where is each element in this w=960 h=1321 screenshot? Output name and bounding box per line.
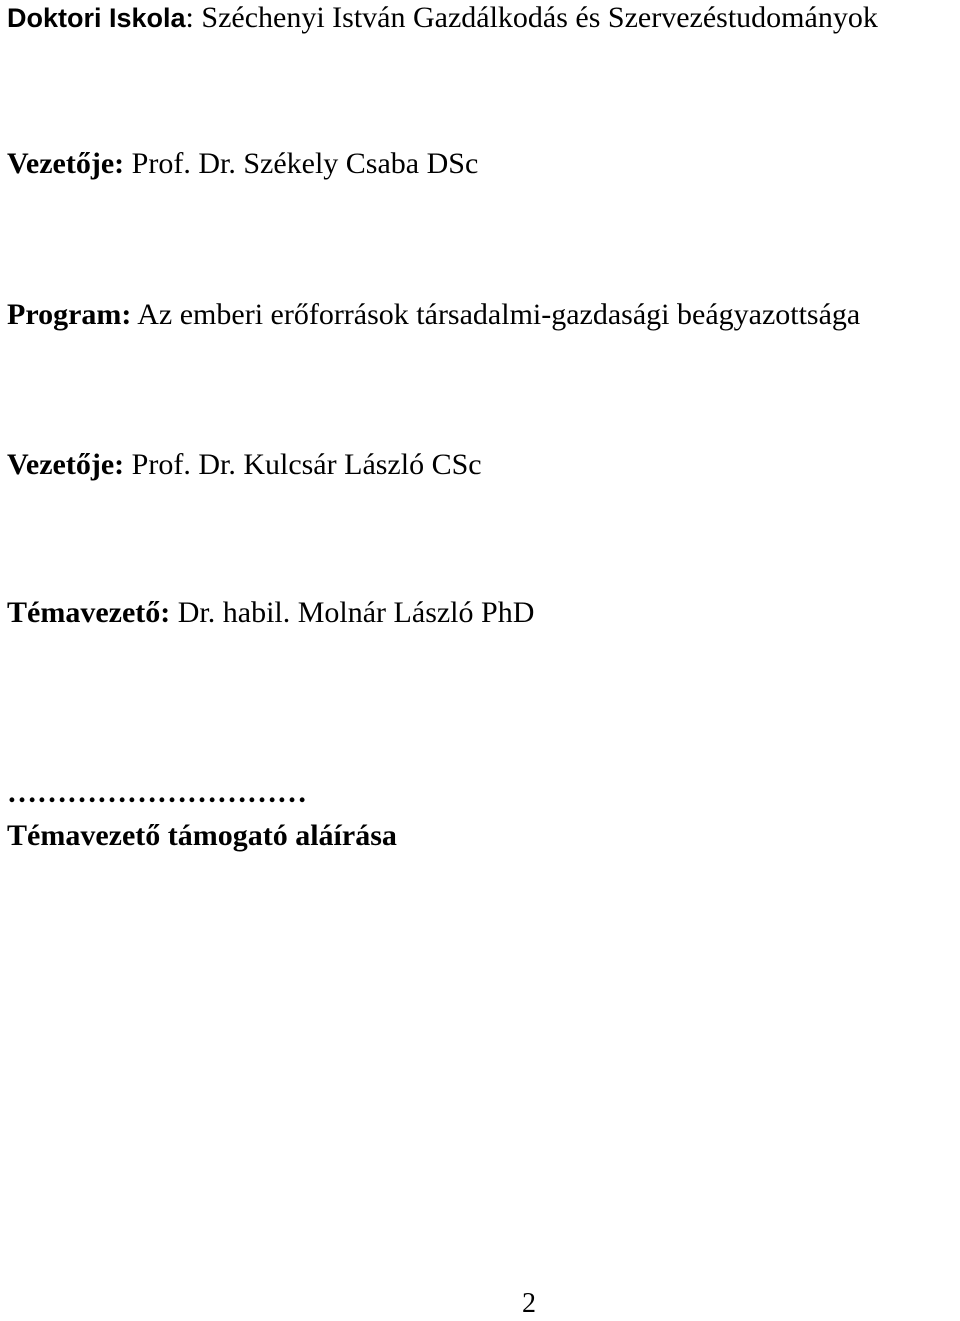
program-head-name: Prof. Dr. Kulcsár László CSc bbox=[124, 448, 482, 481]
program-head-line bbox=[7, 447, 482, 483]
school-head-line bbox=[7, 146, 478, 182]
supervisor-label: Témavezető: bbox=[7, 596, 171, 629]
school-head-name: Prof. Dr. Székely Csaba DSc bbox=[124, 147, 479, 180]
program-label: Program: bbox=[7, 298, 132, 331]
page-number: 2 bbox=[522, 1288, 536, 1319]
signature-dotted-line: ………………………… bbox=[7, 776, 307, 809]
program-line bbox=[7, 297, 860, 333]
doctoral-school-separator: : bbox=[185, 1, 202, 34]
program-head-label: Vezetője: bbox=[7, 448, 125, 481]
signature-caption: Témavezető támogató aláírása bbox=[7, 819, 397, 852]
supervisor-line bbox=[7, 595, 534, 631]
doctoral-school-line bbox=[7, 0, 878, 36]
program-name: Az emberi erőforrások társadalmi-gazdasági beágyazottsága bbox=[131, 298, 861, 331]
doctoral-school-label: Doktori Iskola bbox=[7, 3, 186, 33]
doctoral-school-name: Széchenyi István Gazdálkodás és Szervezéstudományok bbox=[201, 1, 878, 34]
school-head-label: Vezetője: bbox=[7, 147, 125, 180]
supervisor-name: Dr. habil. Molnár László PhD bbox=[170, 596, 535, 629]
